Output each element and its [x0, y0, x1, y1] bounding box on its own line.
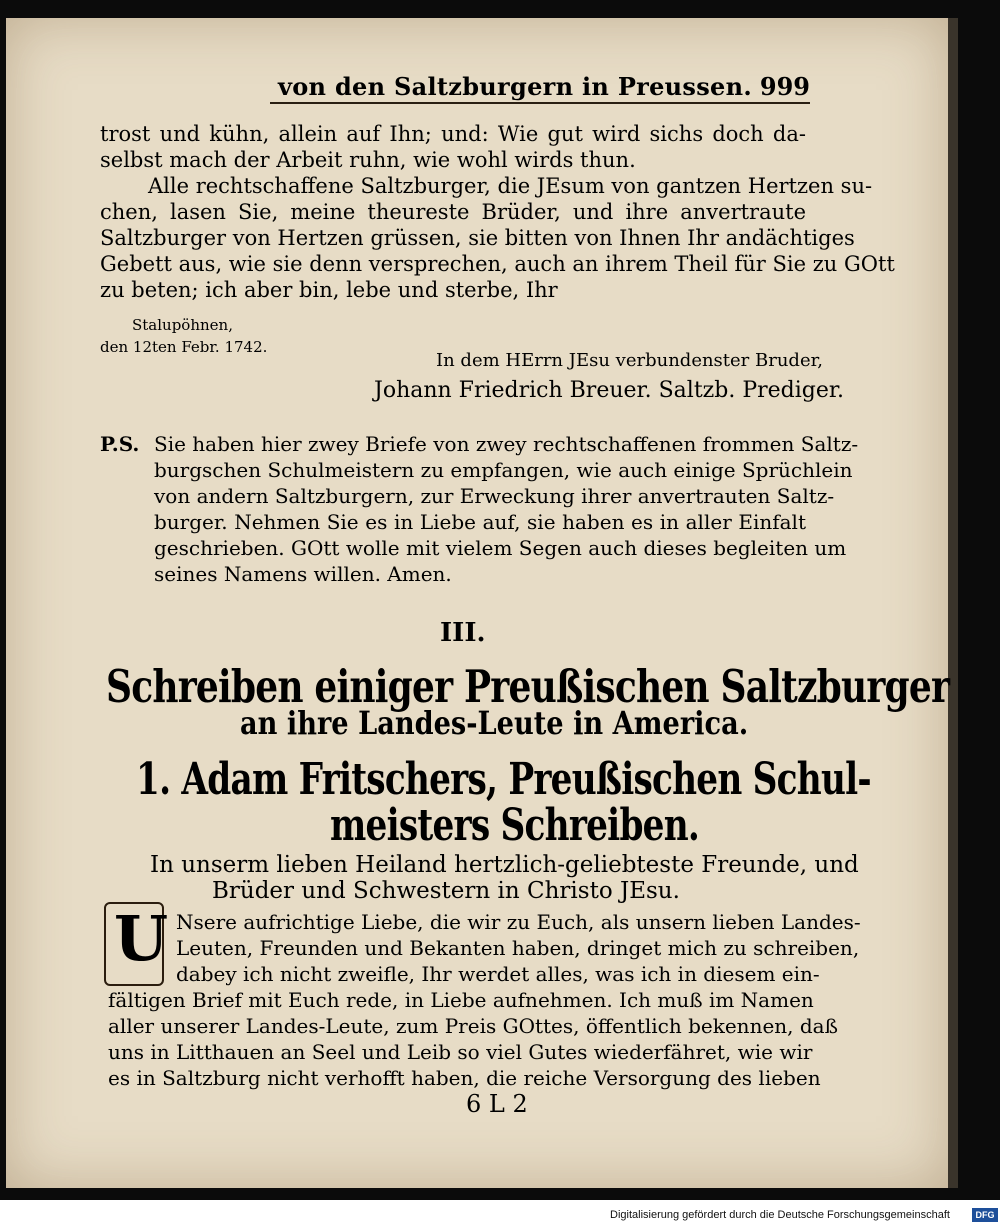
letter-line: chen, lasen Sie, meine theureste Brüder, und ihre anvertraute: [100, 200, 806, 224]
header-rule: [270, 102, 810, 104]
salutation: In unserm lieben Heiland hertzlich-geliebteste Freunde, und: [150, 852, 859, 878]
ps-label: P.S.: [100, 432, 140, 456]
drop-cap-letter: U: [114, 902, 169, 975]
letter-heading: 1. Adam Fritschers, Preußischen Schul-: [136, 754, 871, 805]
letter-line: zu beten; ich aber bin, lebe und sterbe, Ihr: [100, 278, 558, 302]
page-edge: [948, 18, 958, 1188]
running-header: [270, 62, 810, 102]
running-title: von den Saltzburgern in Preussen.: [278, 72, 753, 101]
ps-line: von andern Saltzburgern, zur Erweckung ihrer anvertrauten Saltz-: [154, 484, 835, 508]
ps-line: geschrieben. GOtt wolle mit vielem Segen auch dieses begleiten um: [154, 536, 847, 560]
signature-mark: 6 L 2: [466, 1090, 528, 1118]
body-line: uns in Litthauen an Seel und Leib so viel Gutes wiederfähret, wie wir: [108, 1040, 813, 1064]
ps-line: burgschen Schulmeistern zu empfangen, wie auch einige Sprüchlein: [154, 458, 853, 482]
digitization-footer: [600, 1208, 998, 1224]
footer-credit: Digitalisierung gefördert durch die Deutsche Forschungsgemeinschaft: [610, 1209, 950, 1221]
section-number: III.: [440, 618, 486, 648]
body-line: Nsere aufrichtige Liebe, die wir zu Euch, als unsern lieben Landes-: [176, 910, 861, 934]
letter-line: Saltzburger von Hertzen grüssen, sie bitten von Ihnen Ihr andächtiges: [100, 226, 855, 250]
body-line: Leuten, Freunden und Bekanten haben, dringet mich zu schreiben,: [176, 936, 860, 960]
ps-line: Sie haben hier zwey Briefe von zwey rechtschaffenen frommen Saltz-: [154, 432, 859, 456]
body-line: dabey ich nicht zweifle, Ihr werdet alles, was ich in diesem ein-: [176, 962, 820, 986]
page-number: 999: [759, 72, 810, 101]
letter-date: den 12ten Febr. 1742.: [100, 338, 268, 356]
section-title-line2: an ihre Landes-Leute in America.: [240, 704, 749, 742]
salutation-line2: Brüder und Schwestern in Christo JEsu.: [212, 878, 680, 904]
body-line: aller unserer Landes-Leute, zum Preis GOttes, öffentlich bekennen, daß: [108, 1014, 838, 1038]
letter-place: Stalupöhnen,: [132, 316, 233, 334]
body-line: fältigen Brief mit Euch rede, in Liebe aufnehmen. Ich muß im Namen: [108, 988, 814, 1012]
ps-line: burger. Nehmen Sie es in Liebe auf, sie haben es in aller Einfalt: [154, 510, 806, 534]
letter-signature: Johann Friedrich Breuer. Saltzb. Prediger.: [374, 378, 844, 403]
body-line: es in Saltzburg nicht verhofft haben, die reiche Versorgung des lieben: [108, 1066, 821, 1090]
letter-heading-line2: meisters Schreiben.: [330, 800, 700, 851]
letter-line: Gebett aus, wie sie denn versprechen, auch an ihrem Theil für Sie zu GOtt: [100, 252, 895, 276]
ps-line: seines Namens willen. Amen.: [154, 562, 452, 586]
letter-line: trost und kühn, allein auf Ihn; und: Wie gut wird sichs doch da-: [100, 122, 806, 146]
section-title: Schreiben einiger Preußischen Saltzburger: [106, 660, 950, 713]
drop-cap: [104, 902, 169, 986]
dfg-logo-icon[interactable]: DFG: [972, 1208, 998, 1222]
letter-line: Alle rechtschaffene Saltzburger, die JEsum von gantzen Hertzen su-: [148, 174, 873, 198]
letter-closing: In dem HErrn JEsu verbundenster Bruder,: [436, 350, 823, 371]
letter-line: selbst mach der Arbeit ruhn, wie wohl wirds thun.: [100, 148, 636, 172]
